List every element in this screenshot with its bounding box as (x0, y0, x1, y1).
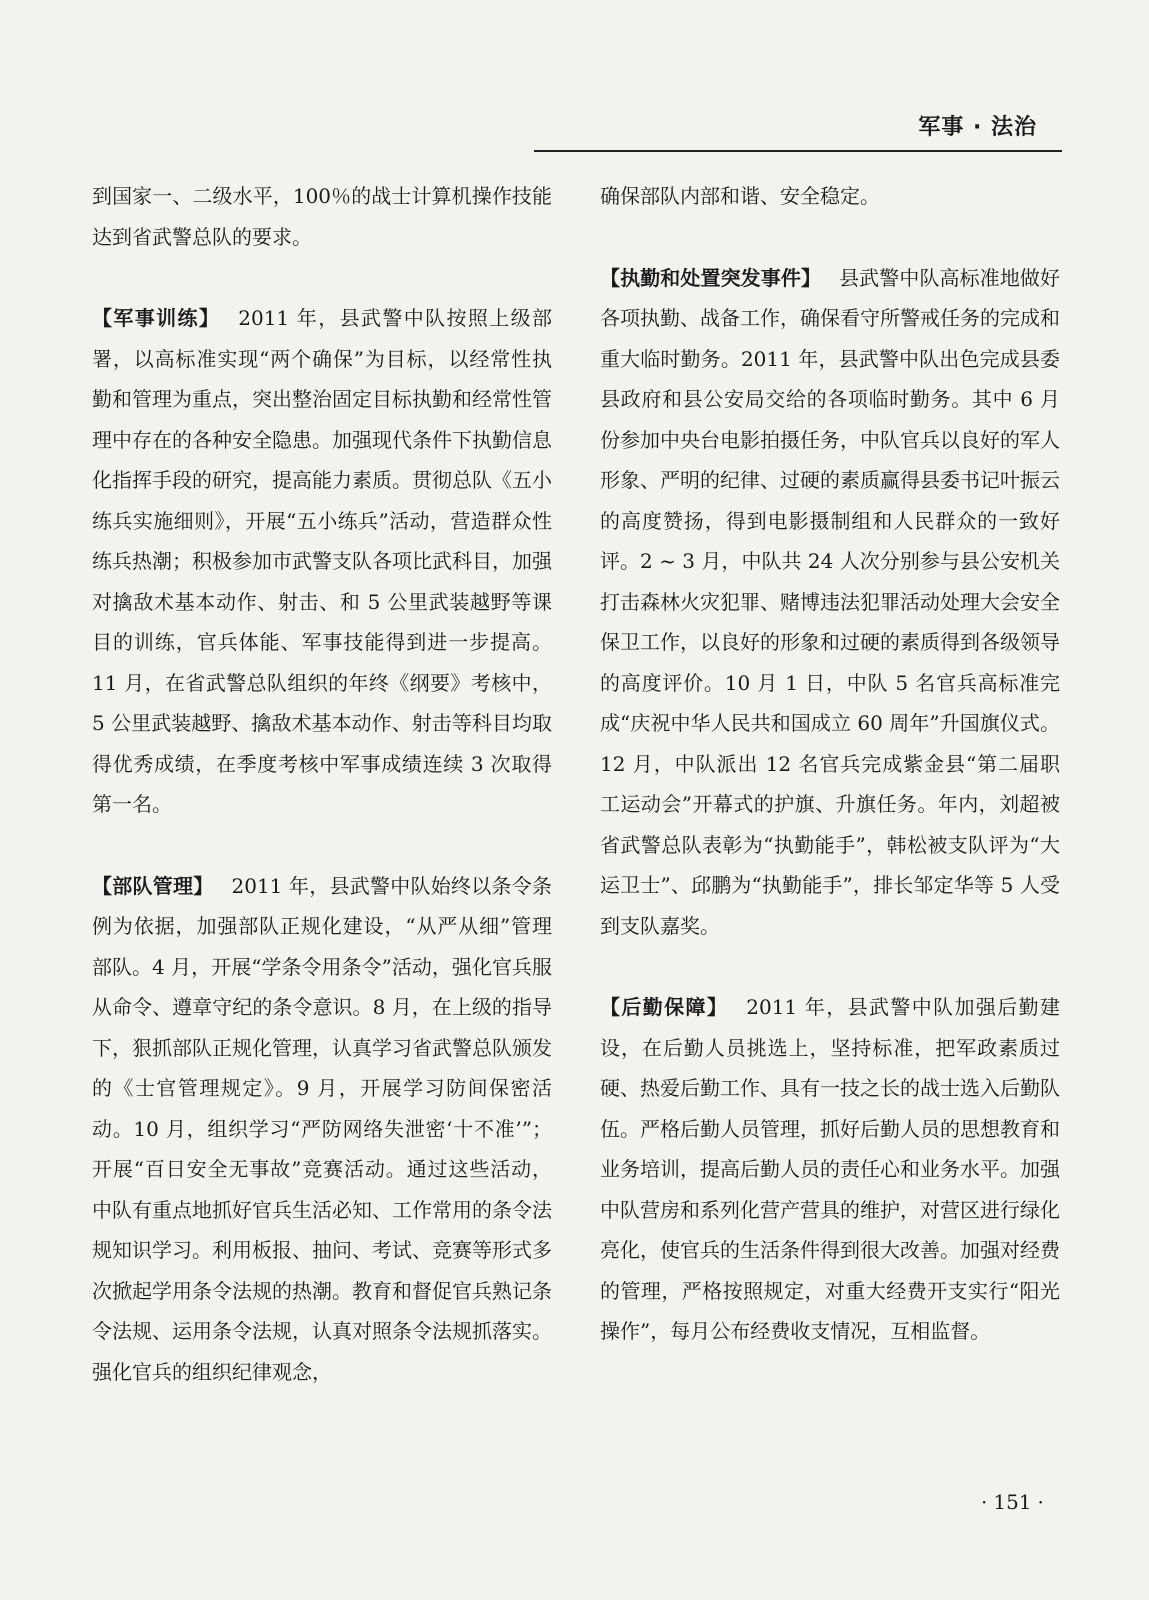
header-rule (534, 150, 1062, 152)
section-heading: 【执勤和处置突发事件】 (600, 265, 822, 290)
section-body: 县武警中队高标准地做好各项执勤、战备工作，确保看守所警戒任务的完成和重大临时勤务。2011 年，县武警中队出色完成县委县政府和县公安局交给的各项临时勤务。其中 6 月份参加中央台电影拍摄任务，中队官兵以良好的军人形象、严明的纪律、过硬的素质赢得县委书记叶振云的高度赞扬，得到电影摄制组和人民群众的一致好评。2 ~ 3 月，中队共 24 人次分别参与县公安机关打击森林火灾犯罪、赌博违法犯罪活动处理大会安全保卫工作，以良好的形象和过硬的素质得到各级领导的高度评价。10 月 1 日，中队 5 名官兵高标准完成“庆祝中华人民共和国成立 60 周年”升国旗仪式。12 月，中队派出 12 名官兵完成紫金县“第二届职工运动会”开幕式的护旗、升旗任务。年内，刘超被省武警总队表彰为“执勤能手”，韩松被支队评为“大运卫士”、邱鹏为“执勤能手”，排长邹定华等 5 人受到支队嘉奖。 (600, 265, 1061, 938)
section-duty-emergency (600, 258, 1060, 947)
section-military-training (92, 298, 552, 825)
section-heading: 【部队管理】 (92, 873, 214, 898)
section-body: 2011 年，县武警中队按照上级部署，以高标准实现“两个确保”为目标，以经常性执勤和管理为重点，突出整治固定目标执勤和经常性管理中存在的各种安全隐患。加强现代条件下执勤信息化指挥手段的研究，提高能力素质。贯彻总队《五小练兵实施细则》，开展“五小练兵”活动，营造群众性练兵热潮；积极参加市武警支队各项比武科目，加强对擒敌术基本动作、射击、和 5 公里武装越野等课目的训练，官兵体能、军事技能得到进一步提高。11 月，在省武警总队组织的年终《纲要》考核中，5 公里武装越野、擒敌术基本动作、射击等科目均取得优秀成绩，在季度考核中军事成绩连续 3 次取得第一名。 (92, 306, 552, 816)
section-body: 2011 年，县武警中队加强后勤建设，在后勤人员挑选上，坚持标准，把军政素质过硬、热爱后勤工作、具有一技之长的战士选入后勤队伍。严格后勤人员管理，抓好后勤人员的思想教育和业务培训，提高后勤人员的责任心和业务水平。加强中队营房和系列化营产营具的维护，对营区进行绿化亮化，使官兵的生活条件得到很大改善。加强对经费的管理，严格按照规定，对重大经费开支实行“阳光操作”，每月公布经费收支情况，互相监督。 (600, 995, 1060, 1343)
continuation-text: 到国家一、二级水平，100％的战士计算机操作技能达到省武警总队的要求。 (92, 184, 552, 249)
page-number-value: 151 (993, 1490, 1032, 1514)
section-heading: 【后勤保障】 (600, 995, 729, 1019)
section-unit-management (92, 866, 552, 1393)
page-number-dot: · (981, 1490, 988, 1514)
section-logistics (600, 987, 1060, 1352)
continuation-text: 确保部队内部和谐、安全稳定。 (600, 184, 880, 208)
page-number-dot: · (1037, 1490, 1044, 1514)
section-heading: 【军事训练】 (92, 306, 221, 330)
left-column (92, 176, 552, 1433)
section-header-title: 军事 · 法治 (918, 115, 1037, 140)
section-body: 2011 年，县武警中队始终以条令条例为依据，加强部队正规化建设，“从严从细”管理部队。4 月，开展“学条令用条令”活动，强化官兵服从命令、遵章守纪的条令意识。8 月，在上级的指导下，狠抓部队正规化管理，认真学习省武警总队颁发的《士官管理规定》。9 月，开展学习防间保密活动。10 月，组织学习“严防网络失泄密‘十不准’”；开展“百日安全无事故”竞赛活动。通过这些活动，中队有重点地抓好官兵生活必知、工作常用的条令法规知识学习。利用板报、抽问、考试、竞赛等形式多次掀起学用条令法规的热潮。教育和督促官兵熟记条令法规、运用条令法规，认真对照条令法规抓落实。强化官兵的组织纪律观念， (92, 873, 552, 1384)
right-column (600, 176, 1060, 1393)
page-number (975, 1490, 1050, 1514)
